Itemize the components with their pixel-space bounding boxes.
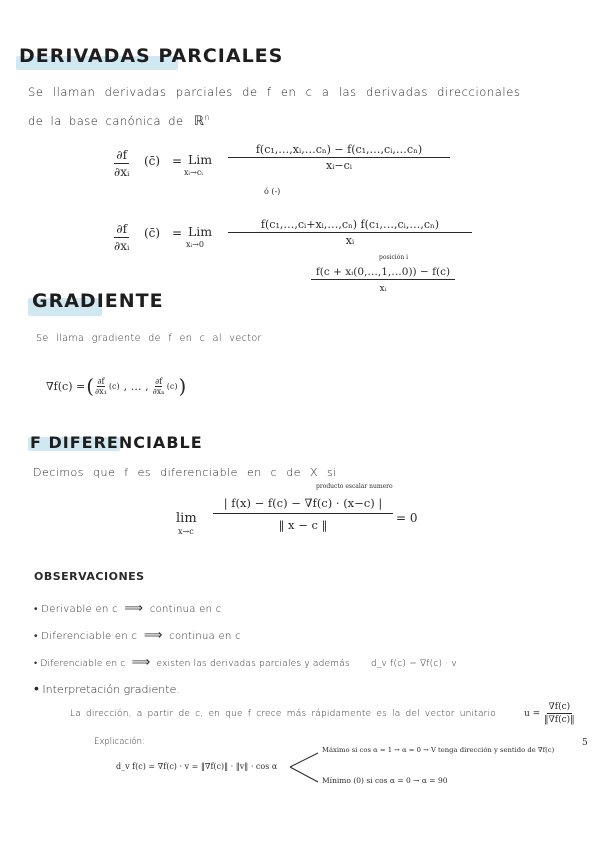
implies-arrow: ⟹ <box>143 628 163 643</box>
lhs-numerator: ∂f <box>116 148 128 162</box>
limit-subscript: xᵢ→0 <box>186 240 204 249</box>
quotient-numerator: | f(x) − f(c) − ∇f(c) · (x−c) | <box>213 496 393 514</box>
observation-conclusion: continua en c <box>169 631 241 642</box>
equals-zero: = 0 <box>396 511 418 525</box>
section-title-observaciones: OBSERVACIONES <box>34 570 145 583</box>
observation-premise: Derivable en c <box>41 604 118 615</box>
unit-vector-numerator: ∇f(c) <box>548 702 571 712</box>
limit-subscript: x→c <box>178 527 194 536</box>
partial-n-den: ∂xₙ <box>152 386 165 396</box>
implies-arrow: ⟹ <box>131 655 151 670</box>
lhs-denominator: ∂xᵢ <box>114 239 130 253</box>
quotient-denominator: xᵢ <box>379 284 387 294</box>
explanation-label: Explicación: <box>94 737 145 747</box>
implies-arrow: ⟹ <box>124 601 144 616</box>
partial-1-num: ∂f <box>97 376 105 386</box>
margin-mark: 5 <box>582 738 588 748</box>
gradient-definition: Se llama gradiente de f en c al vector <box>36 333 262 344</box>
section-title-gradiente: GRADIENTE <box>32 290 164 312</box>
explanation-formula: d_v f(c) = ∇f(c) · v = ‖∇f(c)‖ · ‖v‖ · cos α <box>116 762 278 771</box>
partial-1-arg: (c) <box>108 381 120 391</box>
quotient-denominator: ‖ x − c ‖ <box>278 518 328 532</box>
lhs-denominator: ∂xᵢ <box>114 165 130 179</box>
maximum-case: Máximo si cos α = 1 → α = 0 → V tenga dirección y sentido de ∇f(c) <box>322 746 555 754</box>
interpretation-label: Interpretación gradiente. <box>42 683 180 696</box>
bullet: • <box>34 604 38 615</box>
right-paren: ) <box>178 374 187 398</box>
position-note: posición i <box>379 254 409 261</box>
quotient-numerator: f(c + xᵢ(0,…,1,…0)) − f(c) <box>311 266 455 280</box>
section-title-derivadas-parciales: DERIVADAS PARCIALES <box>19 45 284 67</box>
unit-vector-lhs: u = <box>524 709 541 719</box>
left-paren: ( <box>86 374 95 398</box>
lhs-argument: (c̄) <box>144 226 161 240</box>
gradient-symbol: ∇f(c) = <box>46 379 86 393</box>
partial-1-den: ∂x₁ <box>95 386 107 396</box>
unit-vector-denominator: ‖∇f(c)‖ <box>544 715 575 725</box>
observation-premise: Diferenciable en c <box>40 659 126 669</box>
quotient-numerator: f(c₁,…,cᵢ+xᵢ,…,cₙ) f(c₁,…,cᵢ,…,cₙ) <box>228 218 472 233</box>
direction-statement: La dirección, a partir de c, en que f crece más rápidamente es la del vector unitario <box>70 709 496 719</box>
equals-sign: = <box>172 154 183 168</box>
dot-product-note: producto escalar numero <box>316 483 393 490</box>
lhs-argument: (c̄) <box>144 154 161 168</box>
equals-sign: = <box>172 226 183 240</box>
rn-symbol: ℝ <box>193 113 205 129</box>
partial-n-num: ∂f <box>155 376 163 386</box>
bullet: • <box>34 631 38 642</box>
minimum-case: Mínimo (0) si cos α = 0 → α = 90 <box>322 776 448 785</box>
differentiable-definition: Decimos que f es diferenciable en c de X si <box>33 466 337 479</box>
partial-n-arg: (c) <box>166 381 178 391</box>
directional-derivative-formula: d_v f(c) = ∇f(c) · v <box>370 659 457 669</box>
quotient-denominator: xᵢ−cᵢ <box>325 159 352 172</box>
definition-line-1: Se llaman derivadas parciales de f en c a las derivadas direccionales <box>28 85 521 99</box>
ellipsis: , … , <box>123 379 149 393</box>
limit-label: Lim <box>188 152 213 167</box>
limit-subscript: xᵢ→cᵢ <box>184 168 203 177</box>
bullet: • <box>34 659 38 669</box>
section-title-f-diferenciable: F DIFERENCIABLE <box>30 433 203 452</box>
or-note: ó (-) <box>264 187 281 196</box>
rn-exponent: n <box>204 113 211 122</box>
limit-label: Lim <box>188 224 213 239</box>
quotient-denominator: xᵢ <box>345 234 355 247</box>
observation-premise: Diferenciable en c <box>41 631 138 642</box>
observation-conclusion: existen las derivadas parciales y además <box>156 659 350 669</box>
observation-conclusion: continua en c <box>149 604 222 615</box>
bullet: • <box>34 681 39 697</box>
definition-text: de la base canónica de <box>28 113 184 128</box>
lhs-numerator: ∂f <box>116 222 128 236</box>
quotient-numerator: f(c₁,…,xᵢ,…cₙ) − f(c₁,…,cᵢ,…cₙ) <box>228 143 450 158</box>
limit-label: lim <box>176 511 197 526</box>
